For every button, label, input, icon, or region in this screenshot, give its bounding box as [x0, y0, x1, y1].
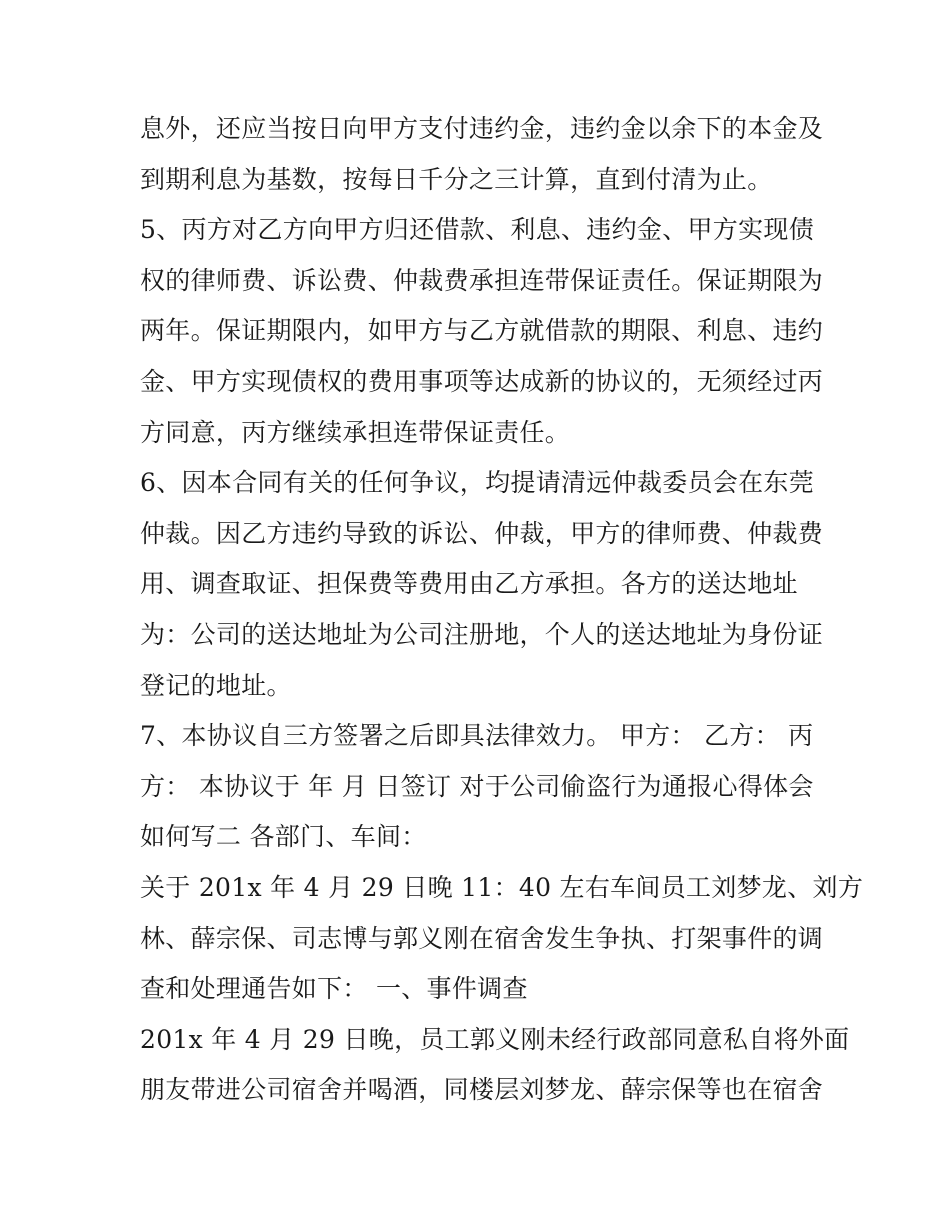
- text-line: 7、本协议自三方签署之后即具法律效力。 甲方： 乙方： 丙: [140, 721, 814, 751]
- text-line: 仲裁。因乙方违约导致的诉讼、仲裁，甲方的律师费、仲裁费: [140, 518, 824, 548]
- text-line: 6、因本合同有关的任何争议，均提请清远仲裁委员会在东莞: [140, 468, 815, 498]
- text-line: 林、薛宗保、司志博与郭义刚在宿舍发生争执、打架事件的调: [140, 923, 824, 953]
- text-line: 201x 年 4 月 29 日晚，员工郭义刚未经行政部同意私自将外面: [140, 1024, 850, 1054]
- text-line: 权的律师费、诉讼费、仲裁费承担连带保证责任。保证期限为: [140, 265, 824, 295]
- text-line: 息外，还应当按日向甲方支付违约金，违约金以余下的本金及: [140, 114, 824, 143]
- text-line: 5、丙方对乙方向甲方归还借款、利息、违约金、甲方实现债: [140, 215, 815, 245]
- text-line: 方： 本协议于 年 月 日签订 对于公司偷盗行为通报心得体会: [140, 771, 814, 801]
- text-line: 为：公司的送达地址为公司注册地，个人的送达地址为身份证: [140, 619, 824, 649]
- text-line: 用、调查取证、担保费等费用由乙方承担。各方的送达地址: [140, 569, 798, 599]
- text-line: 登记的地址。: [140, 670, 292, 700]
- text-line: 如何写二 各部门、车间：: [140, 822, 427, 852]
- text-line: 到期利息为基数，按每日千分之三计算，直到付清为止。: [140, 164, 773, 194]
- document-page: [140, 104, 864, 1116]
- text-line: 金、甲方实现债权的费用事项等达成新的协议的，无须经过丙: [140, 366, 824, 396]
- text-line: 两年。保证期限内，如甲方与乙方就借款的期限、利息、违约: [140, 316, 824, 346]
- text-line: 方同意，丙方继续承担连带保证责任。: [140, 417, 571, 447]
- text-line: 朋友带进公司宿舍并喝酒，同楼层刘梦龙、薛宗保等也在宿舍: [140, 1075, 824, 1105]
- text-line: 查和处理通告如下： 一、事件调查: [140, 974, 528, 1004]
- text-line: 关于 201x 年 4 月 29 日晚 11：40 左右车间员工刘梦龙、刘方: [140, 872, 864, 902]
